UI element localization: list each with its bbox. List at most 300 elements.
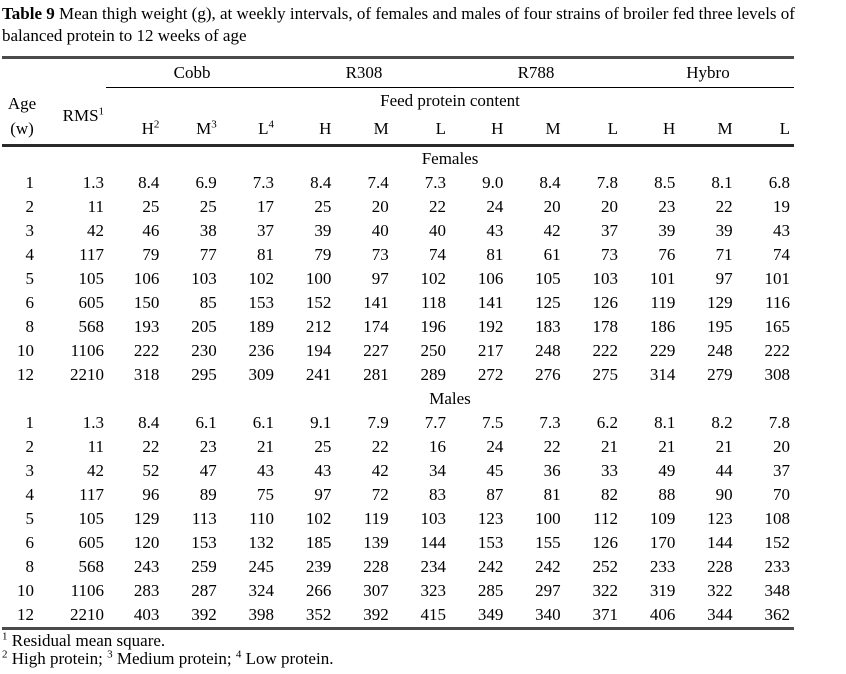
rms-cell: 1106	[70, 581, 105, 600]
value-cell: 8.4	[310, 173, 332, 192]
value-cell: 6.9	[195, 173, 217, 192]
footnote-3-superscript: 3	[107, 648, 113, 661]
footnote-residual-mean-square	[2, 632, 846, 650]
strain-header-cobb: Cobb	[106, 58, 278, 88]
value-cell: 45	[486, 461, 504, 480]
value-cell: 85	[199, 293, 217, 312]
value-cell: 22	[371, 437, 389, 456]
value-cell: 77	[199, 245, 217, 264]
value-cell: 189	[248, 317, 275, 336]
value-cell: 272	[477, 365, 504, 384]
value-cell: 24	[486, 197, 504, 216]
table-caption-label: Table 9	[2, 4, 55, 23]
value-cell: 17	[257, 197, 275, 216]
value-cell: 155	[535, 533, 561, 552]
value-cell: 7.9	[367, 413, 389, 432]
age-cell: 4	[25, 485, 35, 504]
value-cell: 150	[133, 293, 160, 312]
rms-header-superscript: 1	[98, 105, 105, 118]
value-cell: 25	[314, 437, 332, 456]
rms-cell: 605	[78, 533, 105, 552]
age-cell: 2	[25, 197, 35, 216]
thigh-weight-table	[2, 56, 794, 630]
value-cell: 20	[601, 197, 618, 216]
age-cell: 8	[25, 317, 35, 336]
value-cell: 217	[477, 341, 504, 360]
rms-cell: 42	[87, 221, 105, 240]
rms-cell: 42	[87, 461, 105, 480]
value-cell: 105	[535, 269, 561, 288]
rms-cell: 1.3	[82, 173, 105, 192]
table-row	[2, 531, 794, 555]
value-cell: 88	[658, 485, 676, 504]
value-cell: 102	[420, 269, 447, 288]
feed-protein-header: Feed protein content	[380, 90, 520, 110]
value-cell: 228	[363, 557, 389, 576]
value-cell: 322	[707, 581, 733, 600]
protein-level-header: M	[507, 114, 564, 146]
footnotes	[2, 632, 846, 668]
value-cell: 403	[133, 605, 160, 624]
table-row	[2, 171, 794, 195]
table-row	[2, 459, 794, 483]
table-row	[2, 195, 794, 219]
value-cell: 42	[371, 461, 389, 480]
value-cell: 192	[477, 317, 504, 336]
value-cell: 8.5	[654, 173, 676, 192]
value-cell: 49	[658, 461, 676, 480]
value-cell: 90	[715, 485, 733, 504]
value-cell: 324	[248, 581, 275, 600]
value-cell: 8.1	[711, 173, 733, 192]
value-cell: 23	[658, 197, 676, 216]
value-cell: 103	[592, 269, 618, 288]
value-cell: 34	[429, 461, 447, 480]
value-cell: 183	[535, 317, 561, 336]
value-cell: 7.3	[252, 173, 275, 192]
value-cell: 193	[133, 317, 160, 336]
value-cell: 153	[191, 533, 217, 552]
value-cell: 40	[371, 221, 389, 240]
value-cell: 8.4	[138, 413, 160, 432]
value-cell: 139	[363, 533, 389, 552]
value-cell: 97	[314, 485, 332, 504]
age-week-header	[2, 88, 42, 146]
strain-header-hybro: Hybro	[622, 58, 794, 88]
age-cell: 5	[25, 269, 35, 288]
value-cell: 236	[248, 341, 275, 360]
value-cell: 222	[133, 341, 160, 360]
age-cell: 8	[25, 557, 35, 576]
age-cell: 10	[17, 341, 35, 360]
value-cell: 43	[486, 221, 504, 240]
value-cell: 129	[707, 293, 733, 312]
value-cell: 195	[707, 317, 733, 336]
protein-level-header: M	[679, 114, 736, 146]
value-cell: 174	[363, 317, 389, 336]
protein-level-header: $L^4$	[221, 114, 278, 146]
value-cell: 9.1	[310, 413, 332, 432]
value-cell: 25	[199, 197, 217, 216]
value-cell: 96	[142, 485, 160, 504]
value-cell: 22	[715, 197, 733, 216]
rms-cell: 605	[78, 293, 105, 312]
value-cell: 362	[764, 605, 790, 624]
value-cell: 275	[592, 365, 618, 384]
section-label: Females	[421, 149, 479, 168]
value-cell: 245	[248, 557, 275, 576]
section-row	[2, 146, 794, 172]
table-row	[2, 243, 794, 267]
protein-level-superscript: 3	[211, 118, 217, 131]
value-cell: 132	[248, 533, 275, 552]
value-cell: 323	[420, 581, 447, 600]
protein-level-header: L	[565, 114, 622, 146]
footnote-1-superscript: 1	[2, 630, 8, 643]
value-cell: 153	[248, 293, 275, 312]
value-cell: 152	[305, 293, 332, 312]
value-cell: 212	[305, 317, 332, 336]
age-week-header-line1: Age	[7, 93, 37, 113]
rms-cell: 1106	[70, 341, 105, 360]
value-cell: 101	[649, 269, 676, 288]
value-cell: 87	[486, 485, 504, 504]
value-cell: 126	[592, 533, 618, 552]
value-cell: 230	[191, 341, 217, 360]
value-cell: 229	[649, 341, 676, 360]
strain-header-row	[2, 58, 794, 88]
value-cell: 392	[363, 605, 389, 624]
table-row	[2, 315, 794, 339]
value-cell: 97	[715, 269, 733, 288]
value-cell: 352	[305, 605, 332, 624]
value-cell: 222	[592, 341, 618, 360]
value-cell: 242	[477, 557, 504, 576]
value-cell: 47	[199, 461, 217, 480]
value-cell: 8.2	[711, 413, 733, 432]
value-cell: 119	[650, 293, 676, 312]
value-cell: 73	[371, 245, 389, 264]
value-cell: 25	[142, 197, 160, 216]
value-cell: 289	[420, 365, 447, 384]
value-cell: 308	[764, 365, 790, 384]
value-cell: 39	[314, 221, 332, 240]
table-row	[2, 267, 794, 291]
table-header	[2, 58, 794, 146]
value-cell: 415	[420, 605, 447, 624]
age-cell: 1	[25, 173, 35, 192]
rms-header: RMS$^1$	[42, 88, 106, 146]
value-cell: 252	[592, 557, 618, 576]
value-cell: 81	[543, 485, 561, 504]
value-cell: 141	[477, 293, 504, 312]
rms-cell: 117	[79, 485, 105, 504]
footnote-2-text: High protein;	[7, 649, 108, 668]
value-cell: 39	[715, 221, 733, 240]
table-row	[2, 219, 794, 243]
value-cell: 141	[363, 293, 389, 312]
corner-spacer	[2, 58, 106, 88]
value-cell: 194	[305, 341, 332, 360]
table-row	[2, 411, 794, 435]
value-cell: 24	[486, 437, 504, 456]
value-cell: 21	[257, 437, 275, 456]
section-spacer	[2, 387, 106, 411]
rms-cell: 2210	[70, 605, 105, 624]
protein-level-header: H	[450, 114, 507, 146]
value-cell: 70	[773, 485, 790, 504]
value-cell: 170	[649, 533, 676, 552]
value-cell: 233	[649, 557, 676, 576]
value-cell: 22	[543, 437, 561, 456]
value-cell: 348	[764, 581, 790, 600]
footnote-1-text: Residual mean square.	[7, 631, 166, 650]
protein-level-header: H	[278, 114, 335, 146]
table-row	[2, 339, 794, 363]
table-caption-text: Mean thigh weight (g), at weekly intervals, of females and males of four strains of broiler fed three levels of balanced protein to 12 weeks of age	[2, 4, 795, 45]
value-cell: 103	[420, 509, 447, 528]
age-cell: 1	[25, 413, 35, 432]
table-row	[2, 291, 794, 315]
value-cell: 43	[257, 461, 275, 480]
value-cell: 37	[773, 461, 790, 480]
value-cell: 103	[191, 269, 217, 288]
value-cell: 344	[707, 605, 733, 624]
value-cell: 307	[363, 581, 389, 600]
section-label: Males	[429, 389, 471, 408]
age-cell: 5	[25, 509, 35, 528]
value-cell: 281	[363, 365, 389, 384]
rms-cell: 11	[87, 437, 105, 456]
value-cell: 120	[133, 533, 160, 552]
value-cell: 110	[249, 509, 275, 528]
feed-header-row	[2, 88, 794, 114]
value-cell: 108	[764, 509, 790, 528]
value-cell: 234	[420, 557, 447, 576]
value-cell: 322	[592, 581, 618, 600]
rms-cell: 1.3	[82, 413, 105, 432]
value-cell: 61	[543, 245, 561, 264]
age-cell: 6	[25, 533, 35, 552]
value-cell: 20	[543, 197, 561, 216]
value-cell: 283	[133, 581, 160, 600]
value-cell: 100	[535, 509, 561, 528]
rms-cell: 568	[78, 317, 105, 336]
value-cell: 7.7	[424, 413, 447, 432]
protein-level-header: L	[393, 114, 450, 146]
value-cell: 297	[535, 581, 561, 600]
value-cell: 76	[658, 245, 676, 264]
footnote-protein-levels	[2, 650, 846, 668]
value-cell: 165	[764, 317, 790, 336]
value-cell: 228	[707, 557, 733, 576]
value-cell: 227	[363, 341, 389, 360]
value-cell: 33	[601, 461, 618, 480]
value-cell: 7.8	[768, 413, 790, 432]
age-cell: 12	[17, 365, 35, 384]
value-cell: 371	[592, 605, 618, 624]
value-cell: 233	[764, 557, 790, 576]
value-cell: 81	[486, 245, 504, 264]
value-cell: 43	[314, 461, 332, 480]
value-cell: 102	[248, 269, 275, 288]
age-cell: 10	[17, 581, 35, 600]
value-cell: 113	[191, 509, 217, 528]
rms-cell: 568	[78, 557, 105, 576]
value-cell: 72	[371, 485, 389, 504]
value-cell: 125	[535, 293, 561, 312]
table-body	[2, 146, 794, 629]
value-cell: 6.1	[195, 413, 217, 432]
value-cell: 36	[543, 461, 561, 480]
value-cell: 82	[601, 485, 618, 504]
value-cell: 37	[257, 221, 275, 240]
value-cell: 144	[420, 533, 447, 552]
value-cell: 6.2	[596, 413, 618, 432]
value-cell: 7.3	[539, 413, 561, 432]
value-cell: 6.1	[252, 413, 275, 432]
value-cell: 37	[601, 221, 618, 240]
protein-level-header: $H^2$	[106, 114, 163, 146]
value-cell: 106	[477, 269, 504, 288]
value-cell: 79	[142, 245, 160, 264]
table-row	[2, 555, 794, 579]
value-cell: 21	[601, 437, 618, 456]
value-cell: 248	[707, 341, 733, 360]
value-cell: 242	[535, 557, 561, 576]
value-cell: 22	[429, 197, 447, 216]
value-cell: 7.5	[482, 413, 504, 432]
footnote-4-superscript: 4	[235, 648, 242, 661]
value-cell: 276	[535, 365, 561, 384]
value-cell: 52	[142, 461, 160, 480]
value-cell: 243	[133, 557, 160, 576]
value-cell: 123	[707, 509, 733, 528]
value-cell: 79	[314, 245, 332, 264]
value-cell: 241	[305, 365, 332, 384]
value-cell: 97	[371, 269, 389, 288]
value-cell: 74	[429, 245, 447, 264]
value-cell: 178	[592, 317, 618, 336]
value-cell: 81	[257, 245, 275, 264]
protein-level-superscript: 2	[153, 118, 160, 131]
value-cell: 71	[715, 245, 733, 264]
protein-level-header-row	[2, 114, 794, 146]
value-cell: 73	[601, 245, 618, 264]
rms-cell: 117	[79, 245, 105, 264]
table-row	[2, 603, 794, 629]
value-cell: 89	[199, 485, 217, 504]
age-cell: 3	[25, 221, 35, 240]
value-cell: 7.4	[367, 173, 389, 192]
value-cell: 392	[191, 605, 217, 624]
value-cell: 285	[477, 581, 504, 600]
value-cell: 39	[658, 221, 676, 240]
value-cell: 42	[543, 221, 561, 240]
age-cell: 6	[25, 293, 35, 312]
value-cell: 20	[371, 197, 389, 216]
value-cell: 100	[305, 269, 332, 288]
value-cell: 25	[314, 197, 332, 216]
value-cell: 23	[199, 437, 217, 456]
value-cell: 46	[142, 221, 160, 240]
value-cell: 8.4	[539, 173, 561, 192]
value-cell: 101	[764, 269, 790, 288]
value-cell: 153	[477, 533, 504, 552]
value-cell: 22	[142, 437, 160, 456]
value-cell: 250	[420, 341, 447, 360]
age-week-header-line2: (w)	[10, 118, 34, 138]
value-cell: 205	[191, 317, 217, 336]
value-cell: 19	[773, 197, 790, 216]
value-cell: 40	[429, 221, 447, 240]
section-row	[2, 387, 794, 411]
value-cell: 20	[773, 437, 790, 456]
value-cell: 112	[593, 509, 618, 528]
value-cell: 9.0	[482, 173, 504, 192]
value-cell: 196	[420, 317, 447, 336]
table-row	[2, 435, 794, 459]
value-cell: 309	[248, 365, 275, 384]
value-cell: 8.1	[654, 413, 676, 432]
value-cell: 43	[773, 221, 790, 240]
value-cell: 279	[707, 365, 733, 384]
value-cell: 21	[658, 437, 676, 456]
footnote-3-text: Medium protein;	[112, 649, 236, 668]
value-cell: 116	[765, 293, 790, 312]
value-cell: 6.8	[768, 173, 790, 192]
rms-cell: 105	[78, 509, 105, 528]
value-cell: 75	[257, 485, 275, 504]
table-row	[2, 579, 794, 603]
value-cell: 314	[649, 365, 676, 384]
age-cell: 3	[25, 461, 35, 480]
protein-level-header: $M^3$	[163, 114, 220, 146]
table-row	[2, 507, 794, 531]
value-cell: 83	[429, 485, 447, 504]
value-cell: 106	[133, 269, 160, 288]
value-cell: 266	[305, 581, 332, 600]
age-cell: 12	[17, 605, 35, 624]
age-cell: 2	[25, 437, 35, 456]
value-cell: 185	[305, 533, 332, 552]
value-cell: 129	[133, 509, 160, 528]
footnote-2-superscript: 2	[2, 648, 8, 661]
rms-cell: 2210	[70, 365, 105, 384]
value-cell: 340	[535, 605, 561, 624]
age-cell: 4	[25, 245, 35, 264]
value-cell: 152	[764, 533, 790, 552]
section-spacer	[2, 146, 106, 172]
value-cell: 295	[191, 365, 217, 384]
rms-cell: 105	[78, 269, 105, 288]
protein-level-superscript: 4	[268, 118, 275, 131]
value-cell: 7.8	[596, 173, 618, 192]
value-cell: 259	[191, 557, 217, 576]
value-cell: 74	[773, 245, 790, 264]
value-cell: 7.3	[424, 173, 447, 192]
value-cell: 248	[535, 341, 561, 360]
table-row	[2, 483, 794, 507]
value-cell: 186	[649, 317, 676, 336]
value-cell: 119	[363, 509, 389, 528]
value-cell: 406	[649, 605, 676, 624]
value-cell: 21	[715, 437, 733, 456]
footnote-4-text: Low protein.	[241, 649, 334, 668]
protein-level-header: M	[335, 114, 392, 146]
value-cell: 118	[421, 293, 447, 312]
protein-level-header: L	[737, 114, 794, 146]
